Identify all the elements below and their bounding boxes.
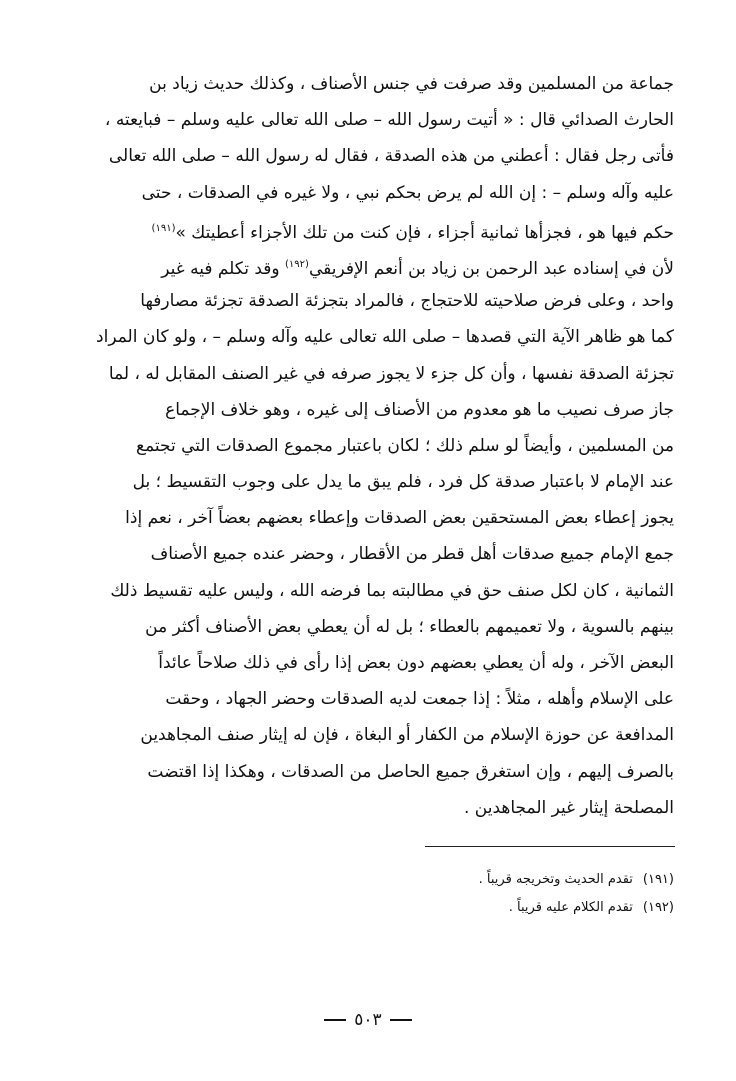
footnote-number: (١٩١) <box>642 872 674 887</box>
footnote-ref-192: (١٩٢) <box>285 258 309 270</box>
footnote-text: تقدم الكلام عليه قريباً . <box>508 900 633 915</box>
footnote-divider <box>425 846 675 847</box>
text-line: عليه وآله وسلم – : إن الله لم يرض بحكم نبي ، ولا غيره في الصدقات ، حتى <box>141 182 674 203</box>
page-number <box>0 1010 736 1030</box>
text-line: البعض الآخر ، وله أن يعطي بعضهم دون بعض إذا رأى في ذلك صلاحاً عائداً <box>158 653 674 673</box>
body-text <box>72 66 674 826</box>
text-line: تجزئة الصدقة نفسها ، وأن كل جزء لا يجوز صرفه في غير الصنف المقابل له ، لما <box>108 363 674 384</box>
text-line: جاز صرف نصيب ما هو معدوم من الأصناف إلى غيره ، وهو خلاف الإجماع <box>165 399 674 420</box>
text-segment: حكم فيها هو ، فجزأها ثمانية أجزاء ، فإن كنت من تلك الأجزاء أعطيتك » <box>175 222 674 243</box>
text-line: فأتى رجل فقال : أعطني من هذه الصدقة ، فقال له رسول الله – صلى الله تعالى <box>108 146 674 167</box>
text-line: بينهم بالسوية ، ولا تعميمهم بالعطاء ؛ بل له أن يعطي بعض الأصناف أكثر من <box>145 616 674 637</box>
footnotes <box>274 866 674 922</box>
text-line: جمع الإمام جميع صدقات أهل قطر من الأقطار ، وحضر عنده جميع الأصناف <box>150 544 674 565</box>
footnote-ref-191: (١٩١) <box>151 222 176 234</box>
text-line: جماعة من المسلمين وقد صرفت في جنس الأصناف ، وكذلك حديث زياد بن <box>149 74 674 94</box>
text-line: الثمانية ، كان لكل صنف حق في مطالبته بما فرضه الله ، وليس عليه تقسيط ذلك <box>110 580 674 601</box>
dash-decoration <box>390 1019 412 1021</box>
footnote-192 <box>274 894 674 922</box>
footnote-text: تقدم الحديث وتخريجه قريباً . <box>478 872 633 887</box>
text-line: بالصرف إليهم ، وإن استغرق جميع الحاصل من الصدقات ، وهكذا إذا اقتضت <box>147 761 674 782</box>
text-line: كما هو ظاهر الآية التي قصدها – صلى الله تعالى عليه وآله وسلم – ، ولو كان المراد <box>96 327 674 348</box>
text-line: عند الإمام لا باعتبار صدقة كل فرد ، فلم يبق ما يدل على وجوب التقسيط ؛ بل <box>132 472 674 493</box>
text-line: الحارث الصدائي قال : « أتيت رسول الله – صلى الله تعالى عليه وسلم – فبايعته ، <box>104 110 674 131</box>
text-line: المدافعة عن حوزة الإسلام من الكفار أو البغاة ، فإن له إيثار صنف المجاهدين <box>140 725 674 746</box>
text-line: المصلحة إيثار غير المجاهدين . <box>463 797 674 818</box>
text-line: يجوز إعطاء بعض المستحقين بعض الصدقات وإعطاء بعضهم بعضاً آخر ، نعم إذا <box>125 508 674 529</box>
text-line: على الإسلام وأهله ، مثلاً : إذا جمعت لديه الصدقات وحضر الجهاد ، وحقت <box>165 689 674 710</box>
footnote-number: (١٩٢) <box>642 900 674 915</box>
text-line: واحد ، وعلى فرض صلاحيته للاحتجاج ، فالمراد بتجزئة الصدقة تجزئة مصارفها <box>140 291 674 312</box>
text-segment: لأن في إسناده عبد الرحمن بن زياد بن أنعم الإفريقي <box>308 258 674 279</box>
footnote-191 <box>274 866 674 894</box>
text-line <box>72 211 674 247</box>
dash-decoration <box>324 1019 346 1021</box>
text-segment: وقد تكلم فيه غير <box>161 258 285 279</box>
text-line: من المسلمين ، وأيضاً لو سلم ذلك ؛ لكان باعتبار مجموع الصدقات التي تجتمع <box>136 435 674 456</box>
text-line <box>72 247 674 283</box>
page-number-text: ٥٠٣ <box>354 1010 382 1030</box>
